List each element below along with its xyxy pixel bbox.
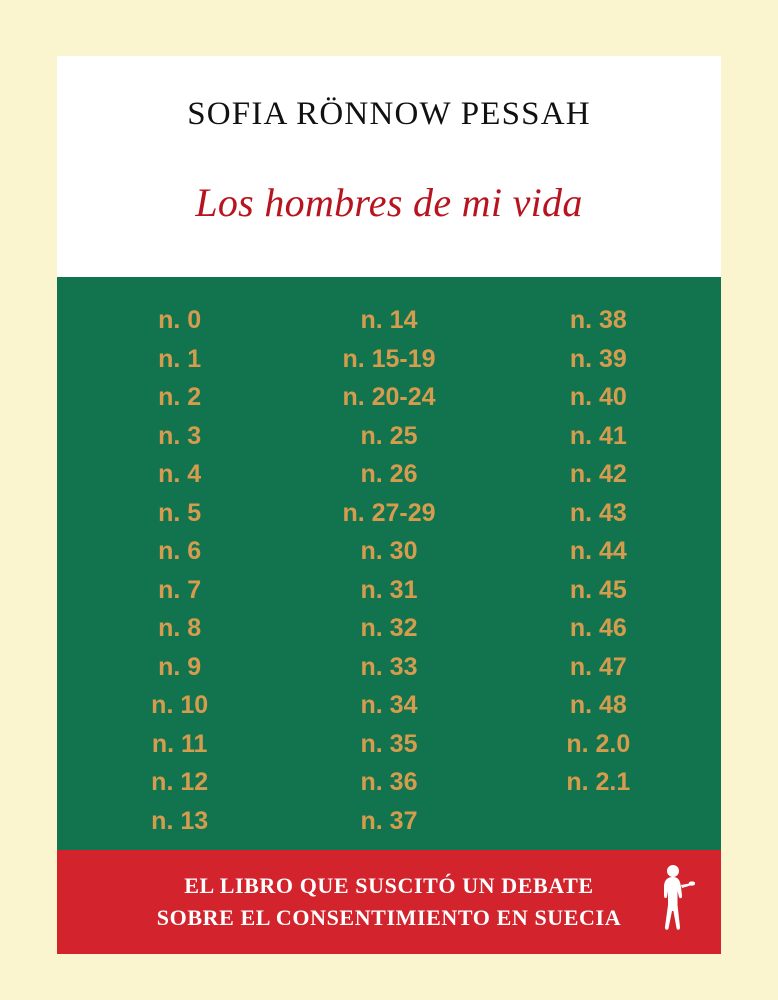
list-item: n. 40 <box>569 383 627 411</box>
chapter-list-column-2 <box>284 301 493 840</box>
list-item: n. 10 <box>151 691 209 719</box>
list-item: n. 30 <box>360 537 418 565</box>
footer-strapline-line2: SOBRE EL CONSENTIMIENTO EN SUECIA <box>156 905 622 930</box>
list-item: n. 9 <box>158 652 202 681</box>
list-item: n. 39 <box>569 344 627 373</box>
book-cover <box>57 56 721 944</box>
list-item: n. 3 <box>158 421 202 450</box>
list-item: n. 34 <box>360 691 418 719</box>
list-item: n. 2 <box>158 383 202 411</box>
list-item: n. 12 <box>151 768 209 796</box>
list-item: n. 37 <box>360 806 418 835</box>
list-item: n. 27-29 <box>342 498 436 527</box>
list-item: n. 45 <box>569 575 627 604</box>
list-item: n. 26 <box>360 460 418 488</box>
list-item: n. 0 <box>158 306 202 334</box>
author-name: SOFIA RÖNNOW PESSAH <box>187 96 591 132</box>
cover-footer <box>57 850 721 954</box>
list-item: n. 11 <box>151 729 208 758</box>
list-item: n. 13 <box>151 806 209 835</box>
chapter-list-column-3 <box>494 301 703 802</box>
list-item: n. 7 <box>158 575 202 604</box>
list-item: n. 6 <box>158 537 202 565</box>
list-item: n. 2.1 <box>566 768 631 796</box>
list-item: n. 15-19 <box>342 344 436 373</box>
list-item: n. 2.0 <box>566 729 631 758</box>
list-item: n. 4 <box>158 460 202 488</box>
list-item: n. 35 <box>360 729 418 758</box>
list-item: n. 25 <box>360 421 418 450</box>
chapter-list <box>57 277 721 850</box>
list-item: n. 32 <box>360 614 418 642</box>
chapter-list-column-1 <box>75 301 284 840</box>
footer-strapline-line1: EL LIBRO QUE SUSCITÓ UN DEBATE <box>184 873 594 899</box>
list-item: n. 8 <box>158 614 202 642</box>
list-item: n. 47 <box>569 652 627 681</box>
list-item: n. 43 <box>569 498 627 527</box>
cover-header <box>57 56 721 277</box>
list-item: n. 33 <box>360 652 418 681</box>
list-item: n. 20-24 <box>342 383 436 411</box>
publisher-figure-icon <box>651 863 695 941</box>
book-title: Los hombres de mi vida <box>195 180 583 225</box>
list-item: n. 5 <box>158 498 202 527</box>
list-item: n. 31 <box>360 575 418 604</box>
list-item: n. 48 <box>569 691 627 719</box>
list-item: n. 41 <box>569 421 627 450</box>
list-item: n. 14 <box>360 306 418 334</box>
list-item: n. 1 <box>158 344 202 373</box>
list-item: n. 38 <box>569 306 627 334</box>
list-item: n. 36 <box>360 768 418 796</box>
list-item: n. 44 <box>569 537 627 565</box>
list-item: n. 46 <box>569 614 627 642</box>
list-item: n. 42 <box>569 460 627 488</box>
